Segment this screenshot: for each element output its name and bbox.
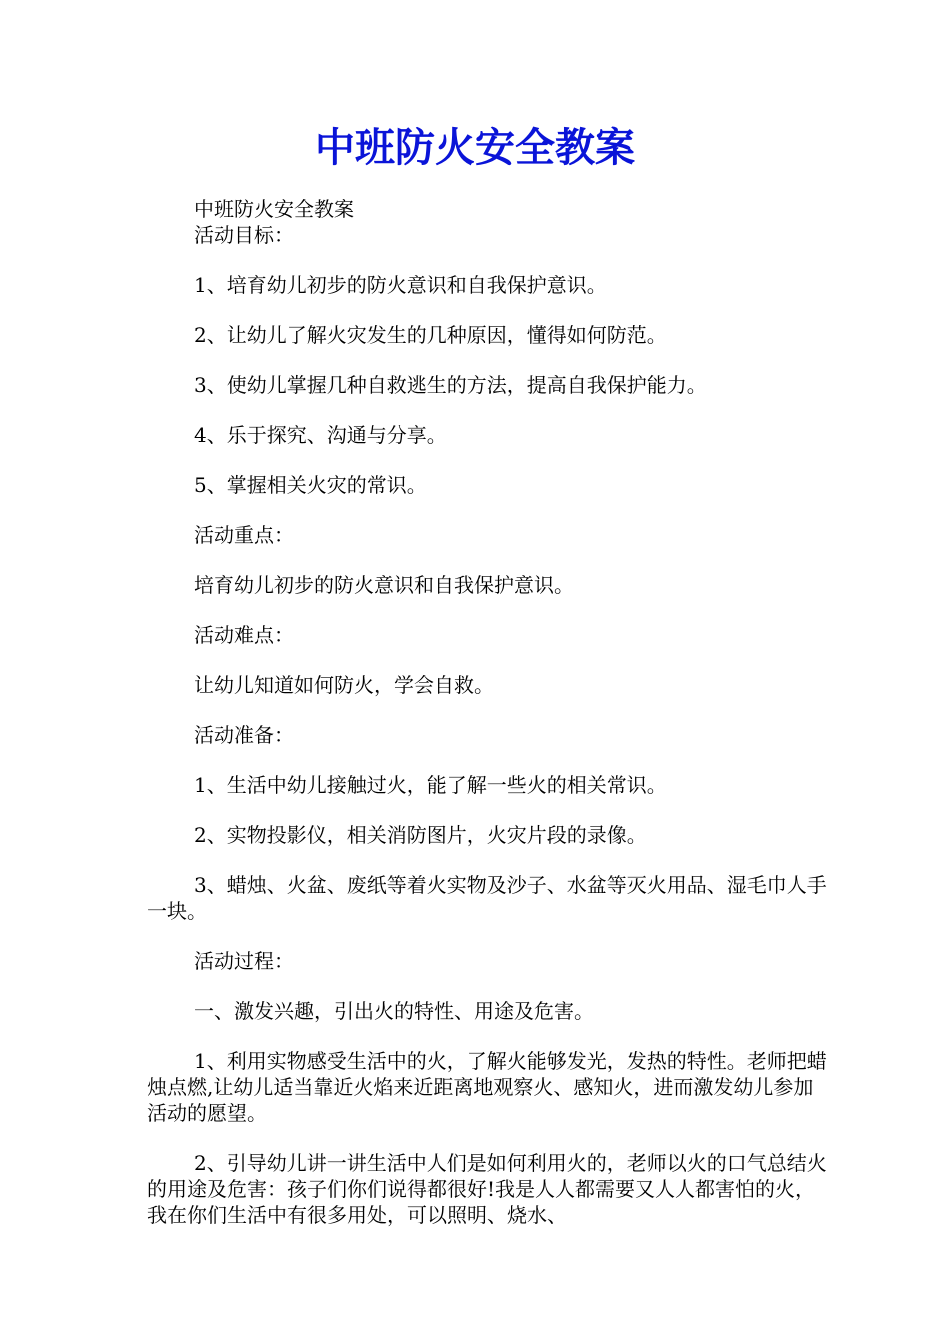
paragraph-difficulty-label: 活动难点： <box>194 623 294 647</box>
paragraph-goal-2: 2、让幼儿了解火灾发生的几种原因，懂得如何防范。 <box>194 323 667 347</box>
paragraph-difficulty: 让幼儿知道如何防火，学会自救。 <box>194 673 494 697</box>
paragraph-process-step-2: 2、引导幼儿讲一讲生活中人们是如何利用火的，老师以火的口气总结火的用途及危害：孩子们你们说得都很好!我是人人都需要又人人都害怕的火，我在你们生活中有很多用处，可以照明、烧水、 <box>147 1151 827 1227</box>
paragraph-goal-5: 5、掌握相关火灾的常识。 <box>194 473 427 497</box>
paragraph-process-label: 活动过程： <box>194 949 294 973</box>
paragraph-goal-3: 3、使幼儿掌握几种自救逃生的方法，提高自我保护能力。 <box>194 373 707 397</box>
paragraph-prep-label: 活动准备： <box>194 723 294 747</box>
paragraph-prep-1: 1、生活中幼儿接触过火，能了解一些火的相关常识。 <box>194 773 667 797</box>
paragraph-process-section-1: 一、激发兴趣，引出火的特性、用途及危害。 <box>194 999 594 1023</box>
paragraph-process-step-1: 1、利用实物感受生活中的火，了解火能够发光，发热的特性。老师把蜡烛点燃,让幼儿适当靠近火焰来近距离地观察火、感知火，进而激发幼儿参加活动的愿望。 <box>147 1049 827 1125</box>
paragraph-prep-3: 3、蜡烛、火盆、废纸等着火实物及沙子、水盆等灭火用品、湿毛巾人手一块。 <box>147 873 827 923</box>
paragraph-goal-label: 活动目标： <box>194 223 294 247</box>
paragraph-focus-label: 活动重点： <box>194 523 294 547</box>
document-title: 中班防火安全教案 <box>315 125 635 171</box>
paragraph-goal-4: 4、乐于探究、沟通与分享。 <box>194 423 447 447</box>
paragraph-prep-2: 2、实物投影仪，相关消防图片，火灾片段的录像。 <box>194 823 647 847</box>
document-body <box>147 196 827 1252</box>
paragraph-focus: 培育幼儿初步的防火意识和自我保护意识。 <box>194 573 574 597</box>
paragraph-goal-1: 1、培育幼儿初步的防火意识和自我保护意识。 <box>194 273 607 297</box>
paragraph-heading: 中班防火安全教案 <box>194 197 354 221</box>
